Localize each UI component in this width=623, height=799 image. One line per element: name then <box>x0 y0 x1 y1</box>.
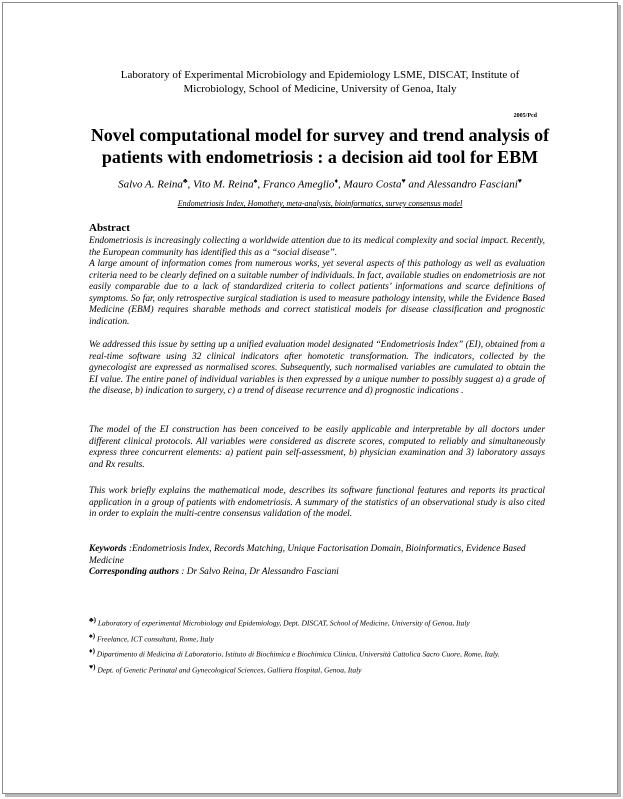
author-1-mark: ♣ <box>182 177 188 185</box>
corresponding-text: : Dr Salvo Reina, Dr Alessandro Fasciani <box>178 567 339 577</box>
author-3: , Franco Ameglio <box>257 178 335 191</box>
affiliations <box>89 614 549 676</box>
abstract-heading: Abstract <box>89 222 130 234</box>
affiliation-text: Dept. of Genetic Perinatal and Gynecological Sciences, Galliera Hospital, Genoa, Italy <box>95 665 362 674</box>
affiliation-item <box>89 645 549 661</box>
corresponding-label: Corresponding authors <box>89 567 179 577</box>
abstract-p4: The model of the EI construction has been conceived to be easily applicable and interpretable by all doctors under different clinical protocols. All variables were considered as discrete scores, computed to reliably and simultaneously express three concurrent elements: a) patient pain self-assessment, b) physician examination and 3) laboratory assays and Rx results. <box>89 425 545 470</box>
keywords-label: Keywords <box>89 544 127 554</box>
doc-code: 2005/Pcd <box>513 113 537 119</box>
paper-title <box>70 124 570 168</box>
lab-line-1: Laboratory of Experimental Microbiology and Epidemiology LSME, DISCAT, Institute of <box>120 69 520 81</box>
affiliation-mark: ♣) <box>89 616 96 624</box>
author-5-mark: ♥ <box>517 177 522 185</box>
affiliation-item <box>89 661 549 677</box>
affiliation-text: Freelance, ICT consultant, Rome, Italy <box>95 634 214 643</box>
abstract-para-5 <box>89 486 545 521</box>
abstract-p3: We addressed this issue by setting up a unified evaluation model designated “Endometriosis Index” (EI), obtained from a real-time software using 32 clinical indicators after homotetic transformation. The indicators, collected by the gynecologist are expressed as normalised scores. Subsequently, such normalised variables are cumulated to obtain the EI value. The entire panel of individual variables is then expressed by a unique number to possibly suggest a) a grade of the disease, b) indication to surgery, c) a trend of disease recurrence and d) prognostic indications . <box>89 340 545 396</box>
affiliation-mark: ♠) <box>89 631 96 640</box>
abstract-p1: Endometriosis is increasingly collecting a worldwide attention due to its medical complexity and social impact. Recently, the European community has identified this as a “social disease”. <box>89 236 545 258</box>
affiliation-text: Dipartimento di Medicina di Laboratorio, Istituto di Biochimica e Biochimica Clinica, Università Cattolica Sacro Cuore, Rome, Italy. <box>94 649 500 659</box>
abstract-p5: This work briefly explains the mathematical mode, describes its software functional features and reports its practical application in a group of patients with endometriosis. A summary of the statistics of an observational study is also cited in order to explain the multi-centre consensus validation of the model. <box>89 486 545 519</box>
author-1: Salvo A. Reina <box>118 178 183 191</box>
affiliation-mark: ♥) <box>89 662 96 671</box>
author-3-mark: ♦ <box>334 177 339 185</box>
keywords-block <box>89 544 545 579</box>
affiliation-item <box>89 630 549 646</box>
affiliation-text: Laboratory of experimental Microbiology and Epidemiology, Dept. DISCAT, School of Medicine, University of Genoa, Italy <box>95 618 470 628</box>
author-list <box>70 177 570 191</box>
abstract-para-1 <box>89 236 545 328</box>
author-2-mark: ♠ <box>253 177 258 185</box>
affiliation-item <box>89 614 549 630</box>
affiliation-mark: ♦) <box>89 647 95 655</box>
author-4-mark: ♥ <box>401 177 406 185</box>
keywords-text: :Endometriosis Index, Records Matching, Unique Factorisation Domain, Bioinformatics, Evidence Based Medicine <box>89 544 526 566</box>
lab-line-2: Microbiology, School of Medicine, University of Genoa, Italy <box>183 83 457 95</box>
abstract-para-3 <box>89 340 545 398</box>
abstract-para-4 <box>89 425 545 471</box>
abstract-p2: A large amount of information comes from numerous works, yet several aspects of this pathology as well as evaluation criteria need to be clearly defined on a suitable number of individuals. In fact, available studies on endometriosis are not easily comparable due to a lack of standardized criteria to collect patients’ informations and scarce definitions of symptoms. So far, only retrospective surgical stadiation is used to measure pathology intensity, while the Evidence Based Medicine (EBM) requires sharable methods and correct statistical models for disease classification and prognostic indication. <box>89 259 545 327</box>
author-5: and Alessandro Fasciani <box>405 178 518 191</box>
title-line-1: Novel computational model for survey and trend analysis of <box>90 125 550 145</box>
lab-header <box>80 68 560 96</box>
author-4: , Mauro Costa <box>338 178 402 191</box>
title-line-2: patients with endometriosis : a decision aid tool for EBM <box>101 147 539 167</box>
author-2: , Vito M. Reina <box>187 178 254 191</box>
keyword-tags: Endometriosis Index, Homothety, meta-analysis, bioinformatics, survey consensus model <box>177 199 463 208</box>
